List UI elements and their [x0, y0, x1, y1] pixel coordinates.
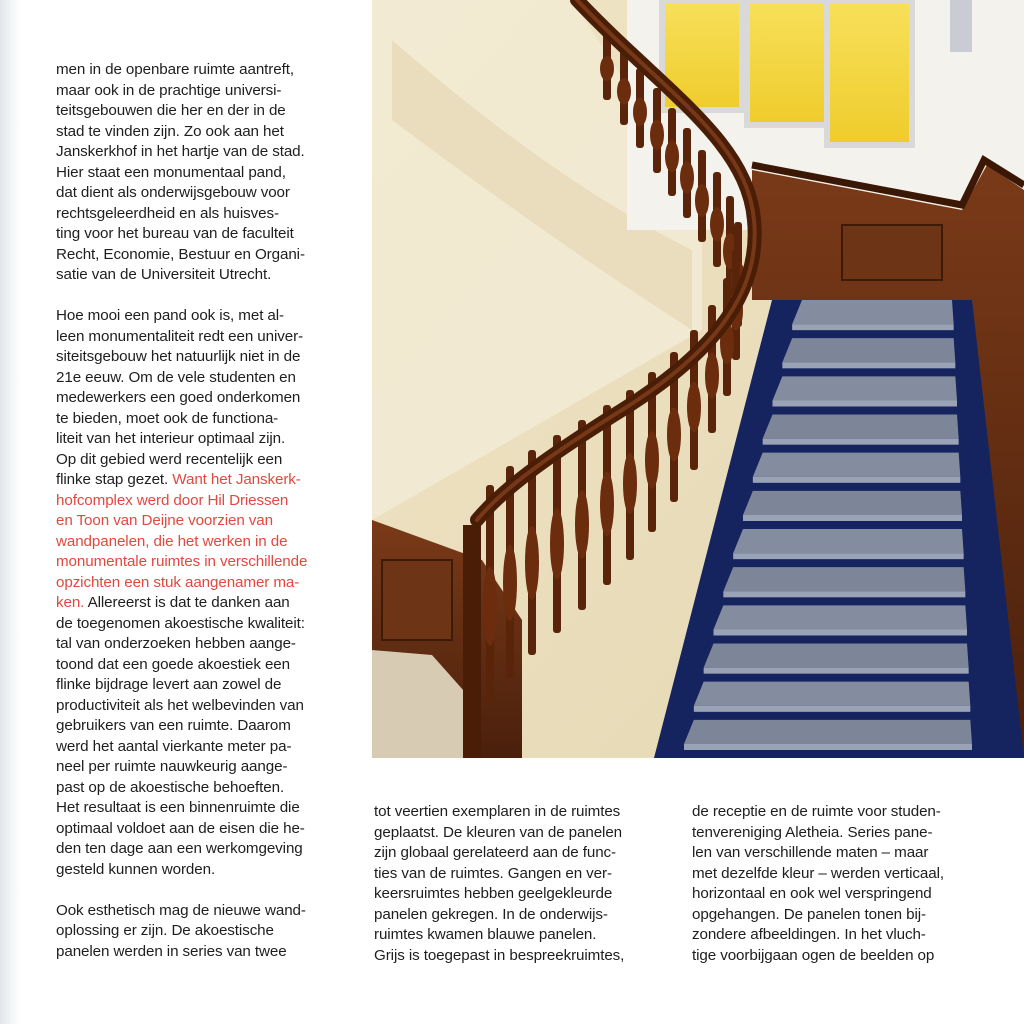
stair-nosing — [753, 477, 961, 483]
text-line: gesteld kunnen worden. — [56, 860, 216, 878]
stair-tread — [723, 567, 965, 591]
highlighted-text: Want het Janskerk- — [172, 471, 301, 488]
text-line: opgehangen. De panelen tonen bij- — [692, 905, 926, 923]
stair-tread — [782, 338, 955, 362]
stair-nosing — [773, 401, 958, 407]
stair-nosing — [743, 515, 962, 521]
text-line: rechtsgeleerdheid en als huisves- — [56, 204, 279, 222]
text-line: 21e eeuw. Om de vele studenten en — [56, 368, 296, 386]
baluster-bulb — [680, 161, 694, 193]
baluster-bulb — [503, 544, 517, 620]
baluster-bulb — [645, 431, 659, 489]
paragraph-break — [56, 286, 356, 307]
stair-tread — [704, 644, 969, 668]
text-line: wandpanelen, die het werken in de — [56, 532, 288, 550]
text-line: oplossing er zijn. De akoestische — [56, 922, 274, 939]
text-line: Janskerkhof in het hartje van de stad. — [56, 143, 305, 160]
stair-tread — [733, 529, 964, 553]
article-column-3 — [692, 802, 992, 966]
column-1-paragraphs — [56, 60, 356, 962]
stair-nosing — [792, 324, 954, 330]
text-line: productiviteit als het welbevinden van — [56, 696, 304, 714]
text-line: den ten dage aan een werkomgeving — [56, 840, 303, 857]
text-line: gebruikers van een ruimte. Daarom — [56, 717, 291, 734]
page-gutter-shadow — [0, 0, 22, 1024]
text-line: siteitsgebouw het natuurlijk niet in de — [56, 348, 301, 365]
text-line: tal van onderzoeken hebben aange- — [56, 635, 296, 652]
text-line: tenvereniging Aletheia. Series pane- — [692, 823, 933, 841]
baluster-bulb — [633, 98, 647, 127]
article-column-2 — [374, 802, 674, 966]
text-line: neel per ruimte nauwkeurig aange- — [56, 758, 288, 775]
baluster-bulb — [710, 207, 724, 241]
text-span: Allereerst is dat te danken aan — [84, 594, 290, 611]
text-line: optimaal voldoet aan de eisen die he- — [56, 819, 305, 837]
staircase-illustration — [372, 0, 1024, 758]
text-line: ting voor het bureau van de faculteit — [56, 225, 294, 242]
text-line: Grijs is toegepast in bespreekruimtes, — [374, 946, 625, 964]
yellow-panel-3 — [827, 0, 912, 145]
text-line: len van verschillende maten – maar — [692, 844, 929, 861]
text-line: past op de akoestische behoeften. — [56, 778, 285, 796]
text-line: keersruimtes hebben geelgekleurde — [374, 885, 613, 902]
text-line: panelen werden in series van twee — [56, 942, 287, 960]
baluster-bulb — [650, 119, 664, 150]
text-line: panelen gekregen. In de onderwijs- — [374, 905, 608, 923]
column-2-paragraphs — [374, 802, 674, 966]
text-line — [56, 593, 356, 614]
lower-wainscot-panel — [382, 560, 452, 640]
stair-tread — [792, 300, 954, 324]
text-line: stad te vinden zijn. Zo ook aan het — [56, 122, 284, 140]
text-line: Ook esthetisch mag de nieuwe wand- — [56, 901, 306, 919]
text-line: Hier staat een monumentaal pand, — [56, 163, 286, 181]
baluster-bulb — [550, 508, 564, 579]
baluster-bulb — [665, 141, 679, 173]
stair-tread — [753, 453, 960, 477]
baluster-bulb — [483, 566, 497, 645]
wainscot-panel — [842, 225, 942, 280]
text-line: men in de openbare ruimte aantreft, — [56, 61, 294, 78]
baluster-bulb — [600, 472, 614, 537]
text-line: hofcomplex werd door Hil Driessen — [56, 491, 289, 509]
stair-nosing — [694, 706, 971, 712]
baluster-bulb — [623, 453, 637, 514]
stair-nosing — [714, 630, 968, 636]
text-line: medewerkers een goed onderkomen — [56, 389, 301, 406]
baluster-bulb — [575, 490, 589, 558]
text-line — [56, 470, 356, 491]
text-line: tot veertien exemplaren in de ruimtes — [374, 803, 621, 820]
text-line: de toegenomen akoestische kwaliteit: — [56, 614, 305, 632]
text-line: ruimtes kwamen blauwe panelen. — [374, 926, 597, 943]
highlighted-text: ken. — [56, 594, 85, 611]
stair-nosing — [782, 362, 955, 368]
stair-tread — [763, 415, 959, 439]
text-line: liteit van het interieur optimaal zijn. — [56, 430, 286, 447]
text-line: Recht, Economie, Bestuur en Organi- — [56, 245, 305, 263]
baluster-bulb — [705, 352, 719, 398]
text-line: leen monumentaliteit redt een univer- — [56, 327, 304, 345]
stair-nosing — [723, 591, 965, 597]
stair-nosing — [704, 668, 969, 674]
text-line: zijn globaal gerelateerd aan de func- — [374, 844, 616, 861]
article-column-1 — [56, 60, 356, 962]
text-line: de receptie en de ruimte voor studen- — [692, 803, 941, 820]
text-line: geplaatst. De kleuren van de panelen — [374, 823, 623, 841]
text-line: teitsgebouwen die her en der in de — [56, 102, 286, 119]
baluster-bulb — [695, 184, 709, 217]
column-3-paragraphs — [692, 802, 992, 966]
stair-tread — [743, 491, 962, 515]
wall-lamp — [950, 0, 972, 52]
baluster-bulb — [600, 56, 614, 81]
text-line: met dezelfde kleur – werden verticaal, — [692, 864, 944, 882]
baluster-bulb — [525, 526, 539, 600]
text-line: maar ook in de prachtige universi- — [56, 81, 282, 99]
text-line: en Toon van Deijne voorzien van — [56, 512, 273, 529]
baluster-bulb — [617, 78, 631, 105]
stair-tread — [714, 605, 968, 629]
yellow-panel-2 — [747, 0, 827, 125]
baluster-bulb — [667, 408, 681, 462]
text-line: te bieden, moet ook de functiona- — [56, 409, 279, 427]
text-line: Het resultaat is een binnenruimte die — [56, 799, 300, 816]
text-line: monumentale ruimtes in verschillende — [56, 553, 308, 570]
stair-nosing — [684, 744, 972, 750]
text-line: werd het aantal vierkante meter pa- — [56, 737, 292, 755]
text-span: flinke stap gezet. — [56, 471, 173, 488]
stair-nosing — [733, 553, 964, 559]
text-line: toond dat een goede akoestiek een — [56, 655, 290, 673]
paragraph-break — [56, 880, 356, 901]
text-line: Op dit gebied werd recentelijk een — [56, 450, 283, 468]
stair-nosing — [763, 439, 959, 445]
text-line: opzichten een stuk aangenamer ma- — [56, 573, 300, 591]
text-line: zondere afbeeldingen. In het vluch- — [692, 926, 926, 943]
stair-tread — [694, 682, 970, 706]
stair-tread — [684, 720, 972, 744]
text-line: horizontaal en ook wel verspringend — [692, 885, 932, 902]
stair-tread — [773, 376, 958, 400]
staircase-photo — [372, 0, 1024, 758]
text-line: Hoe mooi een pand ook is, met al- — [56, 307, 285, 324]
text-line: flinke bijdrage levert aan zowel de — [56, 676, 282, 693]
text-line: tige voorbijgaan ogen de beelden op — [692, 946, 935, 964]
text-line: dat dient als onderwijsgebouw voor — [56, 184, 290, 201]
text-line: satie van de Universiteit Utrecht. — [56, 266, 272, 283]
baluster-bulb — [687, 382, 701, 432]
text-line: ties van de ruimtes. Gangen en ver- — [374, 864, 612, 882]
